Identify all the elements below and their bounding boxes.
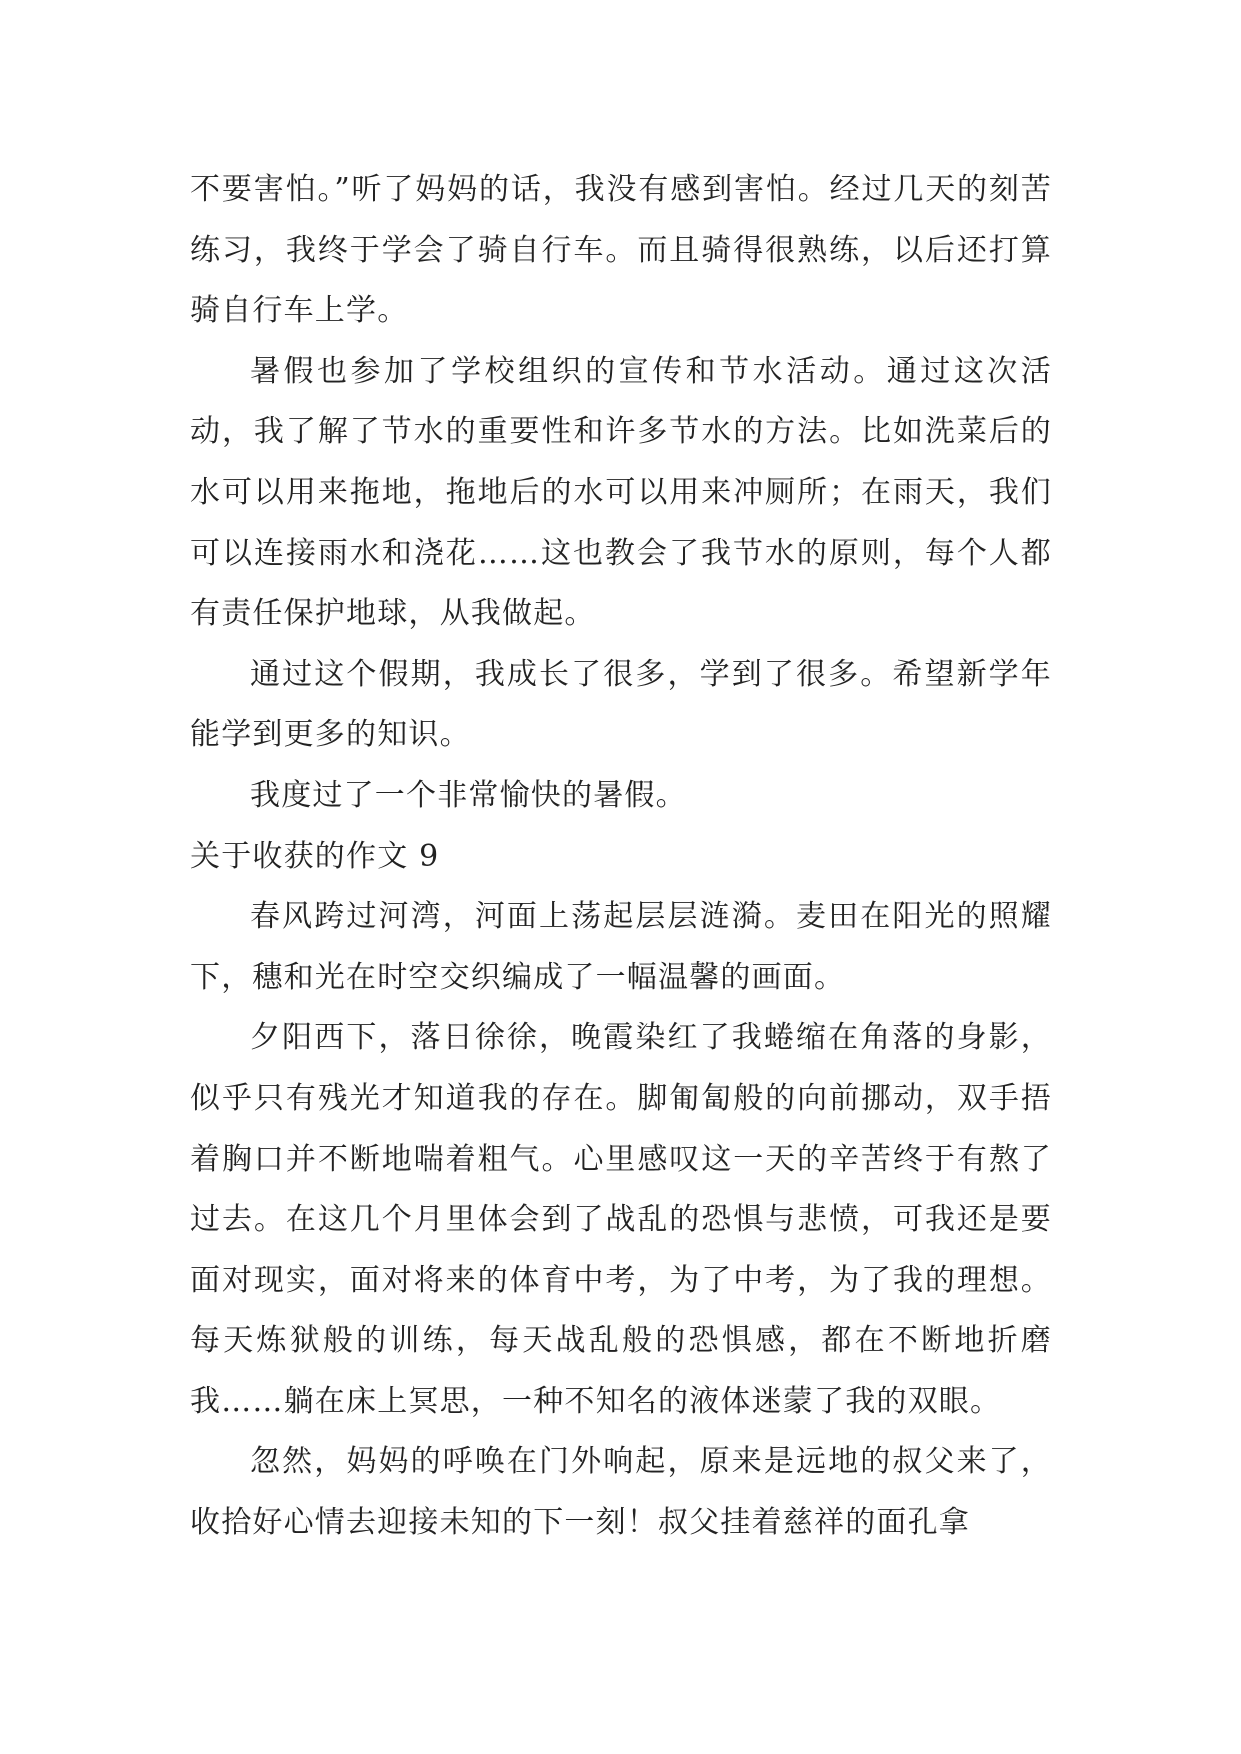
document-body — [190, 160, 1052, 1554]
paragraph-continuation: 不要害怕。”听了妈妈的话，我没有感到害怕。经过几天的刻苦练习，我终于学会了骑自行车。而且骑得很熟练，以后还打算骑自行车上学。 — [190, 172, 1052, 329]
paragraph-happy-summer: 我度过了一个非常愉快的暑假。 — [250, 777, 687, 813]
paragraph-spring-wind: 春风跨过河湾，河面上荡起层层涟漪。麦田在阳光的照耀下，穗和光在时空交织编成了一幅温馨的画面。 — [190, 899, 1052, 995]
paragraph-growth: 通过这个假期，我成长了很多，学到了很多。希望新学年能学到更多的知识。 — [190, 656, 1052, 753]
paragraph-uncle-arrives: 忽然，妈妈的呼唤在门外响起，原来是远地的叔父来了，收拾好心情去迎接未知的下一刻！叔父挂着慈祥的面孔拿 — [190, 1444, 1052, 1541]
paragraph-sunset: 夕阳西下，落日徐徐，晚霞染红了我蜷缩在角落的身影，似乎只有残光才知道我的存在。脚匍匐般的向前挪动，双手捂着胸口并不断地喘着粗气。心里感叹这一天的辛苦终于有熬了过去。在这几个月里体会到了战乱的恐惧与悲愤，可我还是要面对现实，面对将来的体育中考，为了中考，为了我的理想。每天炼狱般的训练，每天战乱般的恐惧感，都在不断地折磨我……躺在床上冥思，一种不知名的液体迷蒙了我的双眼。 — [190, 1020, 1052, 1419]
paragraph-water-saving: 暑假也参加了学校组织的宣传和节水活动。通过这次活动，我了解了节水的重要性和许多节水的方法。比如洗菜后的水可以用来拖地，拖地后的水可以用来冲厕所；在雨天，我们可以连接雨水和浇花……这也教会了我节水的原则，每个人都有责任保护地球，从我做起。 — [190, 353, 1052, 632]
essay-heading: 关于收获的作文 9 — [190, 838, 440, 874]
